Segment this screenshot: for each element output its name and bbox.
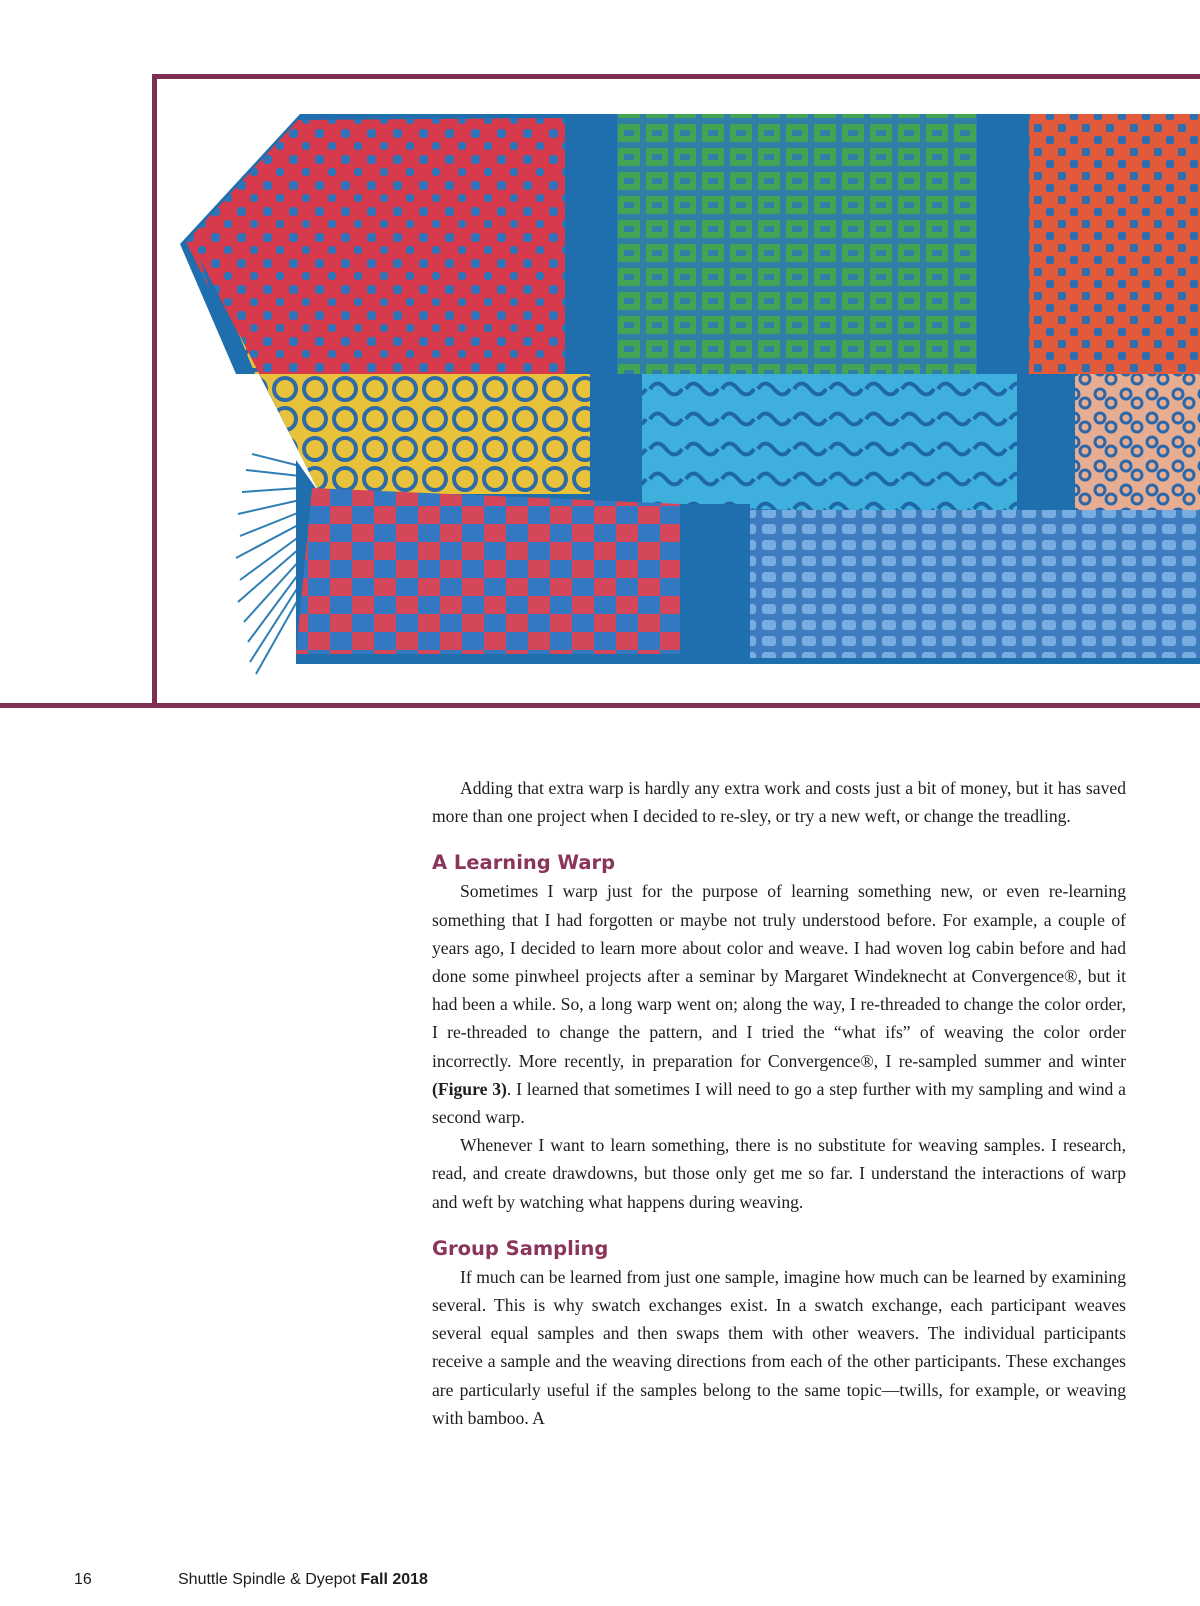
page-number: 16 xyxy=(74,1571,92,1588)
paragraph-learning-warp xyxy=(432,877,1126,1131)
photo-frame-top-border xyxy=(152,74,1200,79)
paragraph-learning-warp-text-end: . I learned that sometimes I will need to go a step further with my sampling and wind a second warp. xyxy=(432,1078,1126,1128)
woven-scarf-photo xyxy=(0,74,1200,708)
paragraph-learning-warp-text: Sometimes I warp just for the purpose of learning something new, or even re-learning something that I had forgotten or maybe not truly understood before. For example, a couple of years ago, I decided to learn more about color and weave. I had woven log cabin before and had done some pinwheel projects after a seminar by Margaret Windeknecht at Convergence®, but it had been a while. So, a long warp went on; along the way, I re-threaded to change the color order, I re-threaded to change the pattern, and I tried the “what ifs” of weaving the color order incorrectly. More recently, in preparation for Convergence®, I re-sampled summer and winter xyxy=(432,881,1126,1071)
issue-label: Fall 2018 xyxy=(360,1571,428,1588)
heading-a-learning-warp: A Learning Warp xyxy=(432,851,616,875)
photo-frame-bottom-border xyxy=(0,703,1200,708)
heading-group-sampling: Group Sampling xyxy=(432,1236,609,1260)
page-footer xyxy=(74,1571,428,1589)
paragraph-group-sampling: If much can be learned from just one sample, imagine how much can be learned by examining several. This is why swatch exchanges exist. In a swatch exchange, each participant weaves several equal samples and then swaps them with other weavers. The individual participants receive a sample and the weaving directions from each of the other participants. These exchanges are particularly useful if the samples belong to the same topic—twills, for example, or weaving with bamboo. A xyxy=(432,1266,1126,1428)
article-body xyxy=(432,774,1126,1432)
figure-3-reference: (Figure 3) xyxy=(432,1078,507,1099)
paragraph-extra-warp: Adding that extra warp is hardly any extra work and costs just a bit of money, but it has saved more than one project when I decided to re-sley, or try a new weft, or change the treadling. xyxy=(432,778,1126,827)
paragraph-weaving-samples: Whenever I want to learn something, there is no substitute for weaving samples. I research, read, and create drawdowns, but those only get me so far. I understand the interactions of warp and weft by watching what happens during weaving. xyxy=(432,1135,1126,1212)
photo-frame-left-border xyxy=(152,74,157,708)
publication-name: Shuttle Spindle & Dyepot xyxy=(178,1571,361,1588)
